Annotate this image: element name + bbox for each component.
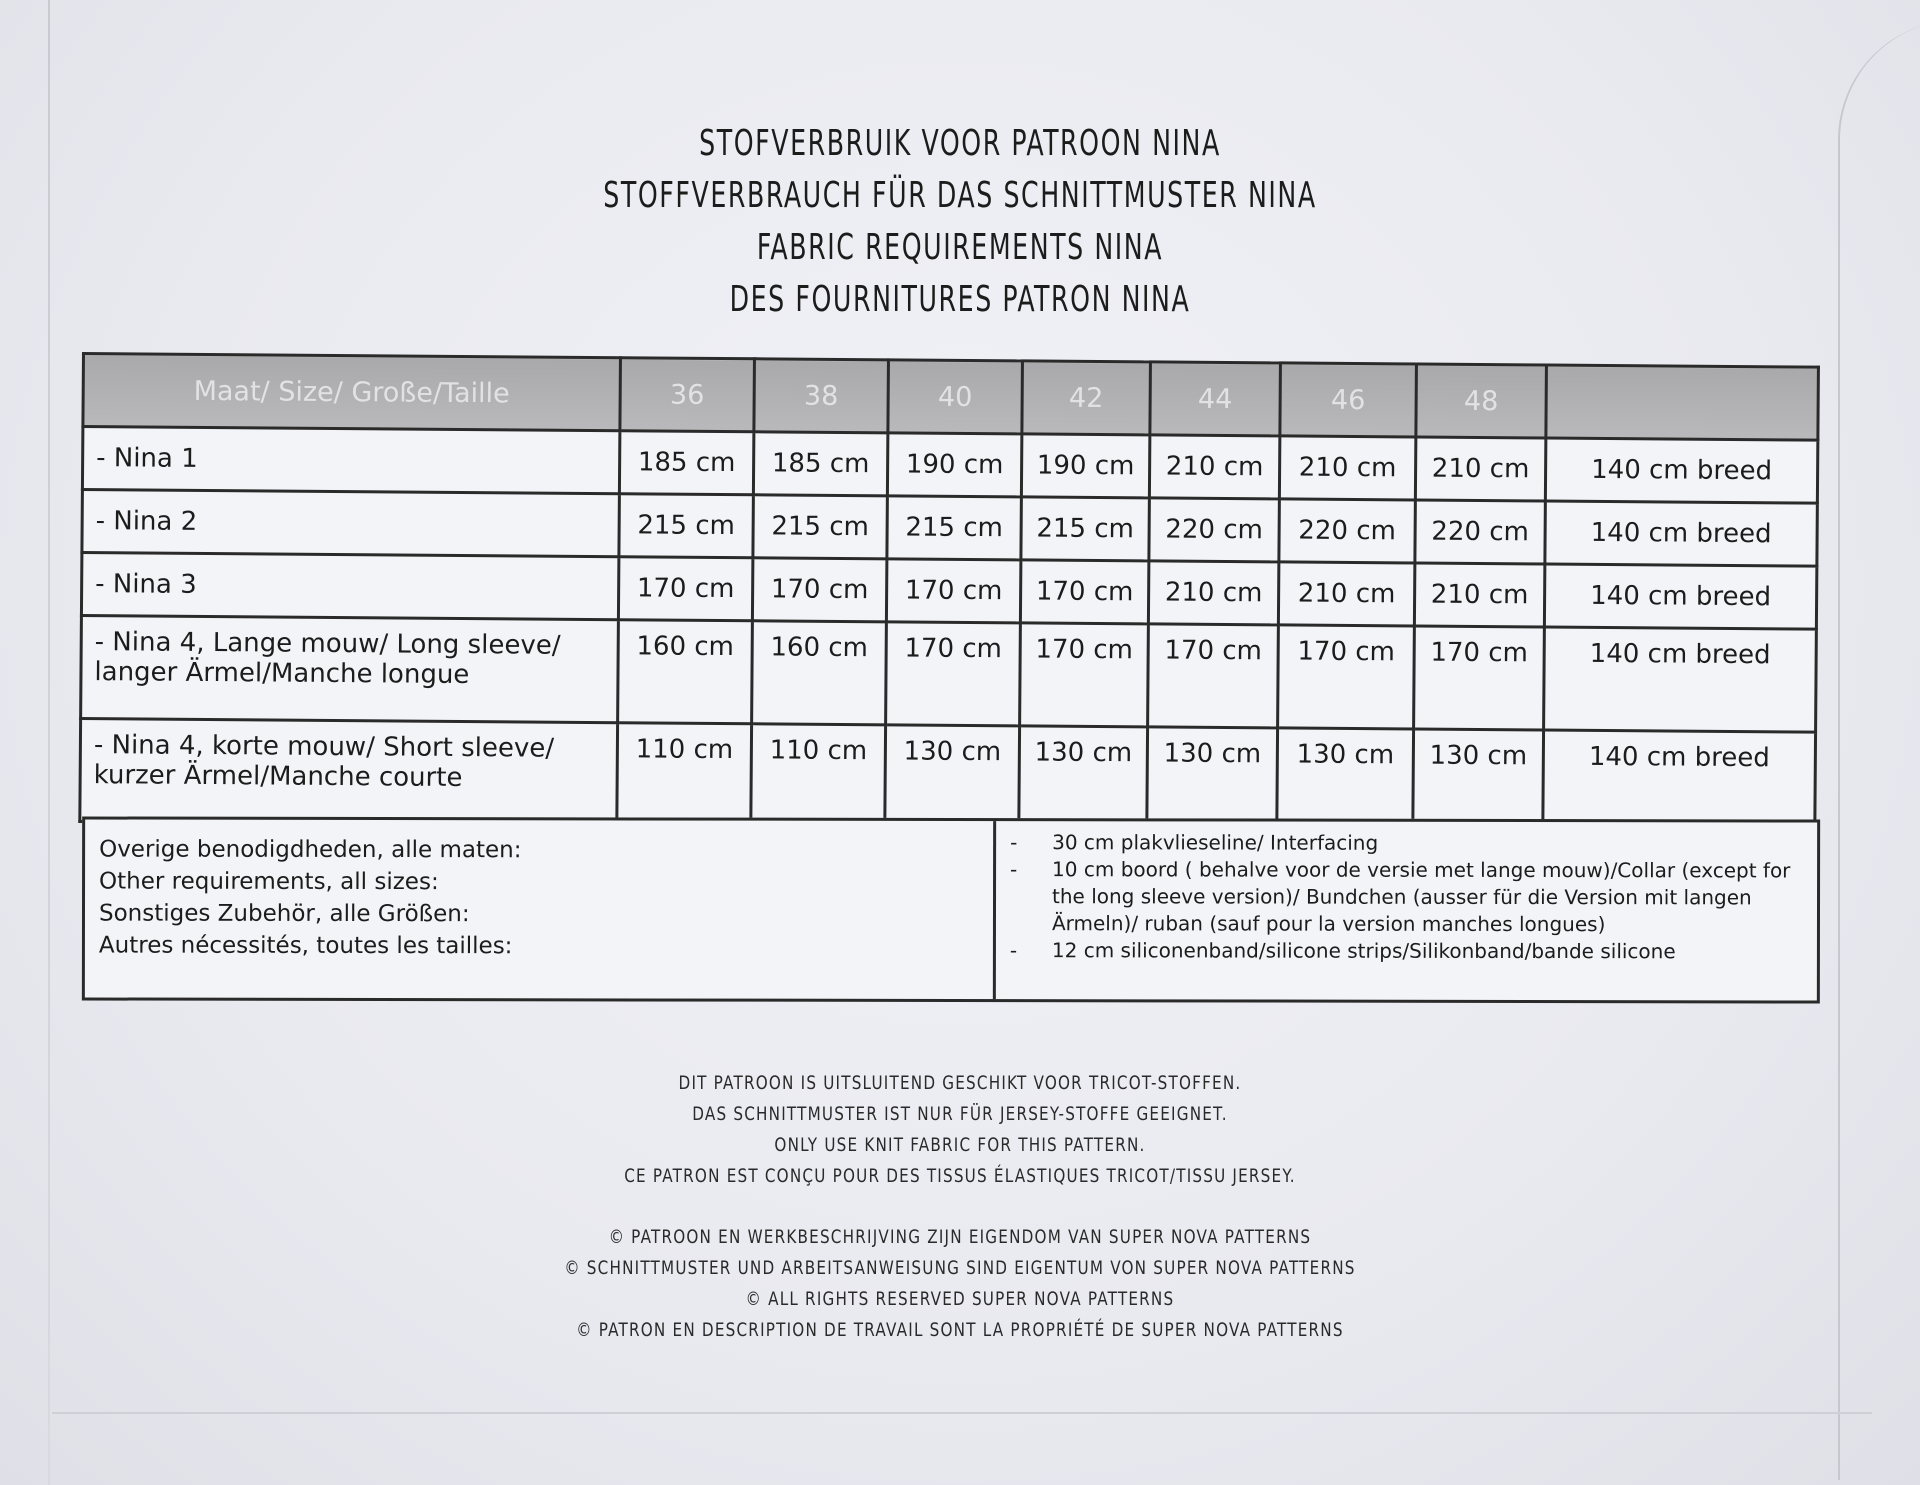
requirements-heading-fr: Autres nécessités, toutes les tailles: <box>98 932 513 960</box>
table-cell: 185 cm <box>753 432 887 496</box>
table-cell: 170 cm <box>886 559 1020 623</box>
table-cell: 210 cm <box>1415 437 1545 501</box>
title-fr: DES FOURNITURES PATRON NINA <box>729 279 1191 320</box>
requirement-text: 30 cm plakvlieseline/ Interfacing <box>1052 830 1379 855</box>
fabric-width-cell: 140 cm breed <box>1544 627 1817 732</box>
title-nl: STOFVERBRUIK VOOR PATROON NINA <box>699 123 1221 164</box>
row-label: - Nina 2 <box>82 490 619 557</box>
paper-fold-edge <box>48 0 50 1485</box>
bullet-dash: - <box>1010 857 1018 882</box>
requirements-heading-de: Sonstiges Zubehör, alle Größen: <box>98 900 470 928</box>
paper-bottom-edge <box>52 1412 1872 1414</box>
copyright-fr: © PATRON EN DESCRIPTION DE TRAVAIL SONT LA PROPRIÉTÉ DE SUPER NOVA PATTERNS <box>576 1319 1344 1341</box>
row-label: - Nina 4, korte mouw/ Short sleeve/ kurzer Ärmel/Manche courte <box>80 719 618 826</box>
size-header-cell: 44 <box>1150 362 1281 436</box>
table-cell: 130 cm <box>1413 729 1544 833</box>
other-requirements-box <box>82 816 1820 1003</box>
table-cell: 215 cm <box>887 496 1021 560</box>
fabric-note-fr: CE PATRON EST CONÇU POUR DES TISSUS ÉLASTIQUES TRICOT/TISSU JERSEY. <box>624 1165 1296 1187</box>
copyright-block <box>192 1222 1728 1346</box>
table-cell: 130 cm <box>1277 728 1414 832</box>
title-block <box>211 118 1709 326</box>
table-cell: 210 cm <box>1279 436 1415 500</box>
copyright-nl: © PATROON EN WERKBESCHRIJVING ZIJN EIGENDOM VAN SUPER NOVA PATTERNS <box>608 1226 1312 1248</box>
table-header-row <box>83 354 1819 441</box>
list-item <box>1010 937 1803 965</box>
table-cell: 215 cm <box>619 494 753 558</box>
table-cell: 170 cm <box>618 557 752 621</box>
size-header-cell: 38 <box>754 359 889 433</box>
table-cell: 220 cm <box>1415 500 1545 564</box>
row-label: - Nina 1 <box>82 427 619 494</box>
table-cell: 160 cm <box>752 621 887 725</box>
row-label: - Nina 4, Lange mouw/ Long sleeve/ langer Ärmel/Manche longue <box>81 616 619 723</box>
table-cell: 220 cm <box>1149 498 1279 562</box>
requirements-heading-nl: Overige benodigdheden, alle maten: <box>99 836 522 864</box>
fabric-note-de: DAS SCHNITTMUSTER IST NUR FÜR JERSEY-STOFFE GEEIGNET. <box>692 1103 1228 1125</box>
table-cell: 220 cm <box>1279 499 1415 563</box>
table-cell: 160 cm <box>618 620 753 724</box>
fabric-note-en: ONLY USE KNIT FABRIC FOR THIS PATTERN. <box>774 1134 1146 1156</box>
title-de: STOFFVERBRAUCH FÜR DAS SCHNITTMUSTER NINA <box>603 175 1317 216</box>
table-cell: 130 cm <box>1147 727 1278 831</box>
size-header-cell: 36 <box>620 358 755 432</box>
size-header-cell: 48 <box>1416 364 1547 438</box>
requirements-heading-en: Other requirements, all sizes: <box>99 868 439 896</box>
table-cell: 190 cm <box>1021 434 1149 498</box>
table-cell: 185 cm <box>619 431 753 495</box>
table-cell: 130 cm <box>1019 726 1148 830</box>
requirement-text: 12 cm siliconenband/silicone strips/Silikonband/bande silicone <box>1051 938 1676 964</box>
table-cell: 215 cm <box>1021 497 1149 561</box>
requirements-heading <box>85 819 996 999</box>
fabric-width-cell: 140 cm breed <box>1545 501 1817 566</box>
fabric-width-cell: 140 cm breed <box>1543 730 1816 835</box>
size-header-label: Maat/ Size/ Große/Taille <box>83 354 621 431</box>
table-cell: 215 cm <box>753 495 887 559</box>
table-cell: 170 cm <box>1278 625 1415 729</box>
fabric-note-block <box>192 1068 1728 1192</box>
requirement-text: 10 cm boord ( behalve voor de versie met lange mouw)/Collar (except for the long sleeve version)/ Bundchen (ausser für die Version mit langen Ärmeln)/ ruban (sauf pour la version manches longues) <box>1051 857 1791 937</box>
width-header-cell <box>1546 365 1819 440</box>
table-cell: 110 cm <box>751 724 886 828</box>
fabric-note-nl: DIT PATROON IS UITSLUITEND GESCHIKT VOOR TRICOT-STOFFEN. <box>678 1072 1242 1094</box>
table-cell: 210 cm <box>1278 562 1414 626</box>
size-header-cell: 40 <box>888 360 1023 434</box>
row-label: - Nina 3 <box>81 553 618 620</box>
size-header-cell: 42 <box>1022 361 1151 435</box>
title-en: FABRIC REQUIREMENTS NINA <box>756 227 1164 268</box>
table-row <box>81 616 1817 733</box>
list-item <box>1010 829 1803 857</box>
size-header-cell: 46 <box>1280 363 1417 437</box>
table-cell: 130 cm <box>885 725 1020 829</box>
paper-curve-edge <box>1838 20 1920 1480</box>
table-cell: 210 cm <box>1414 563 1544 627</box>
table-cell: 170 cm <box>1414 626 1545 730</box>
fabric-table <box>78 352 1820 837</box>
table-cell: 190 cm <box>887 433 1021 497</box>
bullet-dash: - <box>1009 938 1018 963</box>
fabric-width-cell: 140 cm breed <box>1545 438 1817 503</box>
copyright-en: © ALL RIGHTS RESERVED SUPER NOVA PATTERNS <box>745 1288 1175 1310</box>
bullet-dash: - <box>1010 830 1018 855</box>
fabric-width-cell: 140 cm breed <box>1544 564 1816 629</box>
requirements-list <box>996 821 1817 1000</box>
table-cell: 170 cm <box>1020 623 1149 727</box>
table-cell: 210 cm <box>1149 435 1279 499</box>
table-cell: 170 cm <box>752 558 886 622</box>
copyright-de: © SCHNITTMUSTER UND ARBEITSANWEISUNG SIND EIGENTUM VON SUPER NOVA PATTERNS <box>564 1257 1356 1279</box>
table-cell: 170 cm <box>1020 560 1148 624</box>
table-cell: 170 cm <box>886 622 1021 726</box>
list-item <box>1010 856 1803 938</box>
table-cell: 170 cm <box>1148 624 1279 728</box>
table-cell: 110 cm <box>617 723 752 827</box>
table-cell: 210 cm <box>1148 561 1278 625</box>
